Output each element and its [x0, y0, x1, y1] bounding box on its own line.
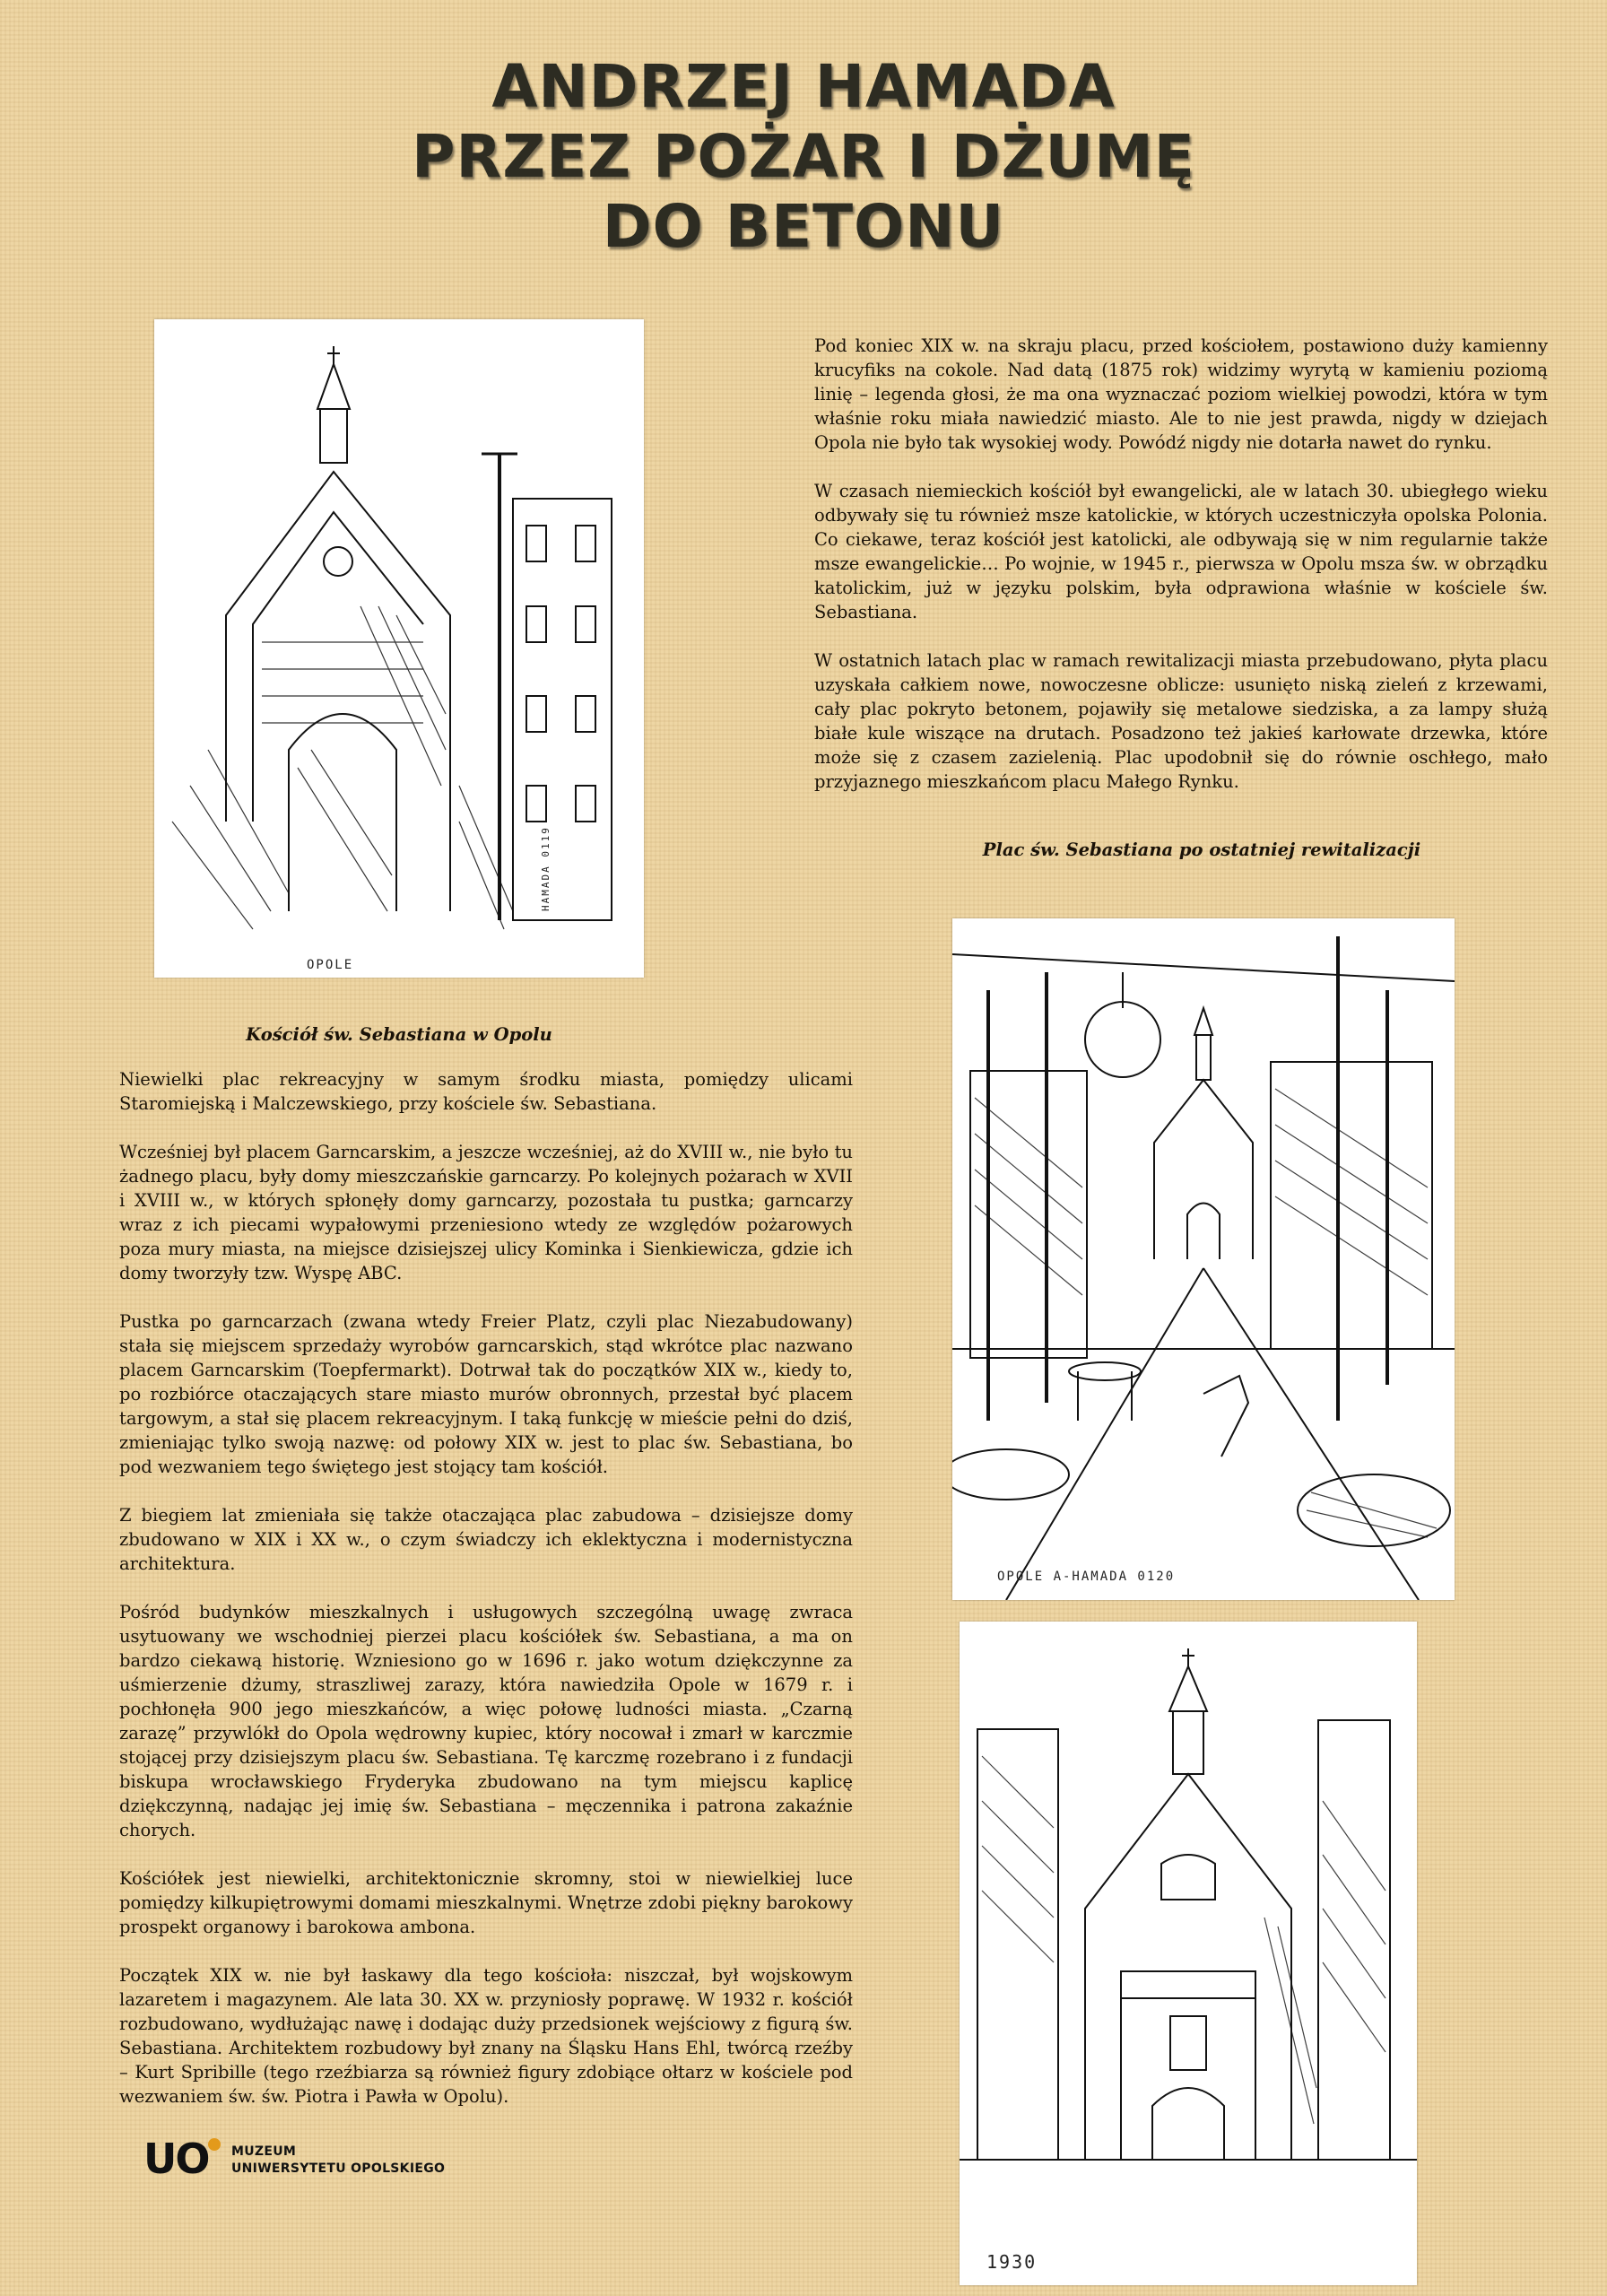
paragraph: Z biegiem lat zmieniała się także otaczająca plac zabudowa – dzisiejsze domy zbudowano w XIX i XX w., o czym świadczy ich eklektyczna i modernistyczna architektura.: [119, 1505, 853, 1574]
paragraph: Pośród budynków mieszkalnych i usługowych szczególną uwagę zwraca usytuowany we wschodniej pierzei placu kościółek św. Sebastiana, a ma on bardzo ciekawą historię. Wzniesiono go w 1696 r. jako wotum dziękczynne za uśmierzenie dżumy, straszliwej zarazy, która nawiedziła Opole w 1679 r. i pochłonęła 900 jego mieszkańców, a więc połowę ludności miasta. „Czarną zarazę” przywlókł do Opola wędrowny kupiec, który nocował i zmarł w karczmie stojącej przy dzisiejszym placu św. Sebastiana. Tę karczmę rozebrano i z fundacji biskupa wrocławskiego Fryderyka zbudowano na tym miejscu kaplicę dziękczynną, nadając jej imię św. Sebastiana – męczennika i patrona zakaźnie chorych.: [119, 1602, 853, 1840]
right-column-text: [814, 334, 1548, 794]
drawing-square-revitalized: [952, 918, 1455, 1600]
paragraph: Początek XIX w. nie był łaskawy dla tego kościoła: niszczał, był wojskowym lazaretem i magazynem. Ale lata 30. XX w. przyniosły poprawę. W 1932 r. kościół rozbudowano, wydłużając nawę i dodając duży przedsionek wejściowy z figurą św. Sebastiana. Architektem rozbudowy był znany na Śląsku Hans Ehl, twórcą rzeźby – Kurt Spribille (tego rzeźbiarza są również figury zdobiące ołtarz w kościele pod wezwaniem św. św. Piotra i Pawła w Opolu).: [119, 1965, 853, 2107]
drawing3-label: 1930: [986, 2251, 1038, 2273]
square-sketch-illustration: [952, 918, 1455, 1600]
church-sketch-illustration: [154, 319, 644, 978]
logo-text: [231, 2144, 445, 2178]
paragraph: Wcześniej był placem Garncarskim, a jeszcze wcześniej, aż do XVIII w., nie było tu żadnego placu, były domy mieszczańskie garncarzy. Po kolejnych pożarach w XVII i XVIII w., w których spłonęły domy garncarzy, pozostała tu pustka; garncarzy wraz z ich piecami wypałowymi przeniesiono wtedy ze względów pożarowych poza mury miasta, na miejsce dzisiejszej ulicy Kominka i Sienkiewicza, gdzie ich domy tworzyły tzw. Wyspę ABC.: [119, 1142, 853, 1283]
paragraph: W czasach niemieckich kościół był ewangelicki, ale w latach 30. ubiegłego wieku odbywały się tu również msze katolickie, w których uczestniczyła opolska Polonia. Co ciekawe, teraz kościół jest katolicki, ale odbywają się w nim regularnie także msze ewangelickie… Po wojnie, w 1945 r., pierwsza w Opolu msza św. w obrządku katolickim, już w języku polskim, była odprawiona właśnie w kościele św. Sebastiana.: [814, 481, 1548, 622]
logo-mark: UO: [143, 2135, 209, 2183]
caption-church: Kościół św. Sebastiana w Opolu: [246, 1024, 552, 1045]
logo-line-1: MUZEUM: [231, 2144, 297, 2159]
paragraph: W ostatnich latach plac w ramach rewitalizacji miasta przebudowano, płyta placu uzyskała całkiem nowe, nowoczesne oblicze: usunięto niską zieleń z krzewami, cały plac pokryto betonem, pojawiły się metalowe siedziska, a za lampy służą białe kule wiszące na drutach. Posadzono też jakieś karłowate drzewka, które może się z czasem zazielenią. Plac upodobnił się do równie oschłego, mało przyjaznego mieszkańcom placu Małego Rynku.: [814, 650, 1548, 792]
page-title: [0, 52, 1607, 262]
left-column-text: [119, 1067, 853, 2109]
logo-accent-dot: [208, 2138, 221, 2151]
title-line-2: PRZEZ POŻAR I DŻUMĘ: [412, 122, 1195, 191]
drawing-church-1930: [960, 1622, 1417, 2285]
caption-square: Plac św. Sebastiana po ostatniej rewitalizacji: [982, 839, 1421, 860]
drawing1-signature: HAMADA 0119: [540, 826, 552, 911]
drawing-church-opole: [154, 319, 644, 978]
paragraph: Pustka po garncarzach (zwana wtedy Freier Platz, czyli plac Niezabudowany) stała się miejscem sprzedaży wyrobów garncarskich, stąd wkrótce plac nazwano placem Garncarskim (Toepfermarkt). Dotrwał tak do początków XIX w., kiedy to, po rozbiórce otaczających stare miasto murów obronnych, przestał być placem targowym, a stał się placem rekreacyjnym. I taką funkcję w mieście pełni do dziś, zmieniając tylko swoją nazwę: od połowy XIX w. jest to plac św. Sebastiana, bo pod wezwaniem tego świętego jest stojący tam kościół.: [119, 1311, 853, 1477]
church-1930-sketch-illustration: [960, 1622, 1417, 2285]
logo-line-2: UNIWERSYTETU OPOLSKIEGO: [231, 2161, 446, 2176]
paragraph: Niewielki plac rekreacyjny w samym środku miasta, pomiędzy ulicami Staromiejską i Malczewskiego, przy kościele św. Sebastiana.: [119, 1069, 853, 1114]
title-line-3: DO BETONU: [602, 192, 1005, 261]
paragraph: Pod koniec XIX w. na skraju placu, przed kościołem, postawiono duży kamienny krucyfiks na cokole. Nad datą (1875 rok) widzimy wyrytą w kamieniu poziomą linię – legenda głosi, że ma ona wyznaczać poziom wielkiej powodzi, która w tym właśnie roku miała nawiedzić miasto. Ale to nie jest prawda, nigdy w dziejach Opola nie było tak wysokiej wody. Powódź nigdy nie dotarła nawet do rynku.: [814, 335, 1548, 453]
drawing2-label: OPOLE A-HAMADA 0120: [997, 1570, 1176, 1584]
title-line-1: ANDRZEJ HAMADA: [491, 52, 1116, 121]
drawing1-label: OPOLE: [307, 958, 354, 972]
paragraph: Kościółek jest niewielki, architektonicznie skromny, stoi w niewielkiej luce pomiędzy kilkupiętrowymi domami mieszkalnymi. Wnętrze zdobi piękny barokowy prospekt organowy i barokowa ambona.: [119, 1868, 853, 1937]
museum-logo: [143, 2133, 502, 2190]
